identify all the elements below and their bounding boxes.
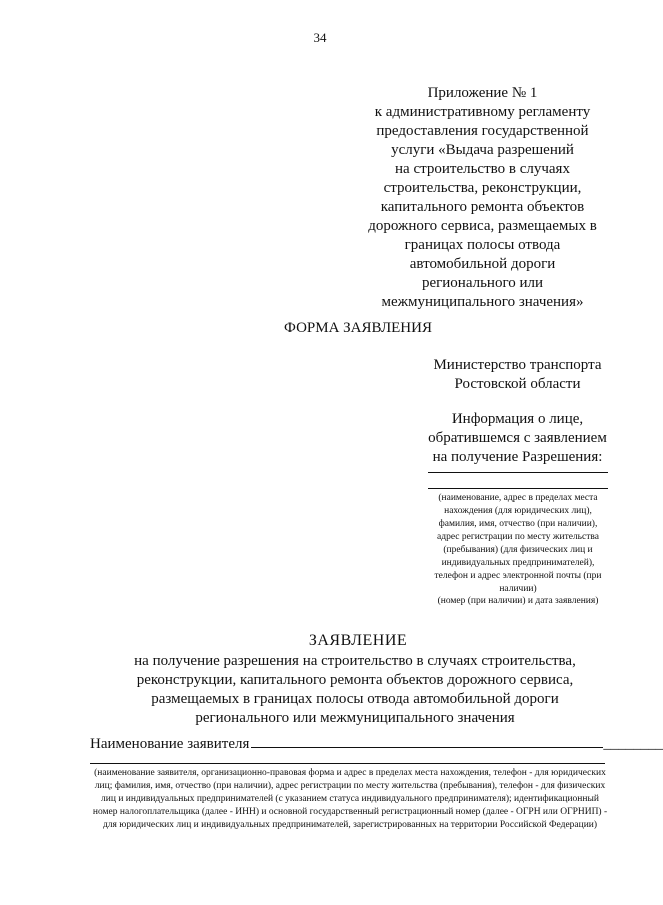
info-line: обратившемся с заявлением [428, 430, 607, 446]
appendix-line: границах полосы отвода [404, 237, 561, 253]
appendix-line: строительства, реконструкции, [383, 180, 582, 196]
applicant-name-row [90, 736, 663, 753]
appendix-line: Приложение № 1 [427, 85, 538, 101]
applicant-info-field[interactable] [428, 472, 608, 473]
statement-line: на получение разрешения на строительство в случаях строительства, [134, 653, 576, 669]
appendix-header [355, 84, 610, 312]
applicant-info-heading [410, 410, 625, 467]
appendix-line: к административному регламенту [374, 104, 591, 120]
statement-line: реконструкции, капитального ремонта объектов дорожного сервиса, [136, 672, 574, 688]
statement-line: размещаемых в границах полосы отвода автомобильной дороги [151, 691, 559, 707]
statement-subtitle [90, 652, 620, 728]
appendix-line: регионального или [421, 275, 544, 291]
ministry-line: Министерство транспорта [433, 357, 602, 373]
statement-title: ЗАЯВЛЕНИЕ [308, 632, 408, 649]
page-number: 34 [313, 30, 327, 45]
applicant-details-field[interactable] [90, 763, 605, 764]
appendix-line: предоставления государственной [376, 123, 589, 139]
recipient-ministry [410, 356, 625, 394]
statement-line: регионального или межмуниципального значения [195, 710, 515, 726]
appendix-line: капитального ремонта объектов [380, 199, 585, 215]
appendix-line: услуги «Выдача разрешений [391, 142, 574, 158]
applicant-name-field[interactable] [251, 746, 603, 748]
form-title: ФОРМА ЗАЯВЛЕНИЯ [284, 320, 432, 336]
applicant-name-hint: (наименование заявителя, организационно-правовая форма и адрес в пределах места нахождения, телефон - для юридических лиц; фамилия, имя, отчество (при наличии), адрес регистрации по месту жительства (пребывания), телефон - для физических лиц и индивидуальных предпринимателей (с указанием статуса индивидуального предпринимателя); идентификационный номер налогоплательщика (далее - ИНН) и основной государственный регистрационный номер (далее - ОГРН или ОГРНИП) - для юридических лиц и индивидуальных предпринимателей, зарегистрированных на территории Российской Федерации) [92, 768, 608, 830]
applicant-info-field-2[interactable] [428, 488, 608, 489]
appendix-line: автомобильной дороги [409, 256, 556, 272]
appendix-line: дорожного сервиса, размещаемых в [368, 218, 597, 234]
statement-number-hint: (номер (при наличии) и дата заявления) [437, 596, 599, 606]
applicant-name-tail: ________ [603, 736, 663, 752]
applicant-name-label: Наименование заявителя [90, 736, 250, 752]
info-line: на получение Разрешения: [432, 449, 603, 465]
applicant-info-hint: (наименование, адрес в пределах места нахождения (для юридических лиц), фамилия, имя, отчество (при наличии), адрес регистрации по месту жительства (пребывания) (для физических лиц и индивидуальных предпринимателей), телефон и адрес электронной почты (при наличии) [434, 493, 602, 594]
appendix-line: на строительство в случаях [395, 161, 570, 177]
info-line: Информация о лице, [451, 411, 584, 427]
appendix-line: межмуниципального значения» [381, 294, 584, 310]
ministry-line: Ростовской области [454, 376, 581, 392]
